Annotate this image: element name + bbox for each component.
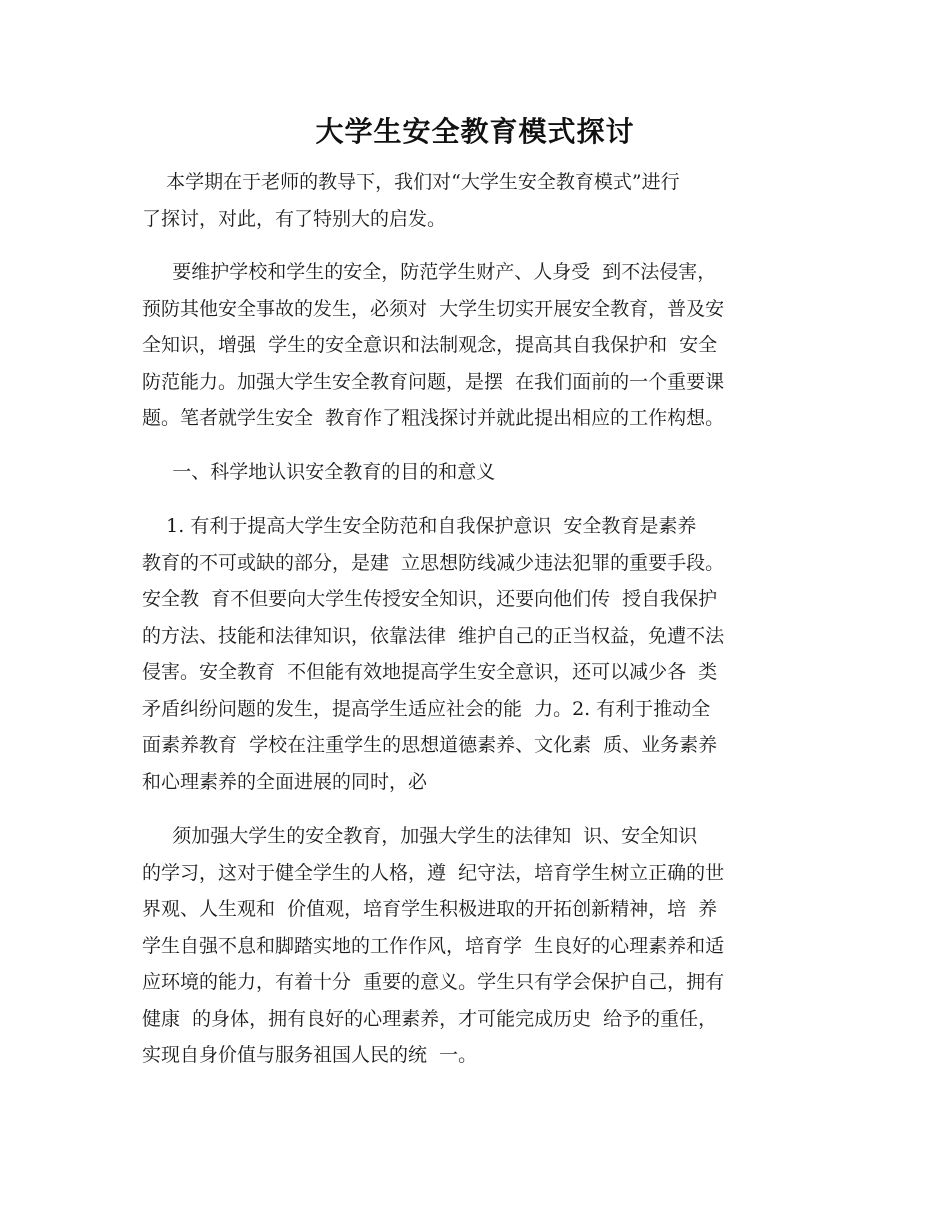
text-line: 面素养教育 学校在注重学生的思想道德素养、文化素 质、业务素养 bbox=[142, 734, 718, 756]
text-line: 1. 有利于提高大学生安全防范和自我保护意识 安全教育是素养 bbox=[142, 515, 697, 537]
text-line: 健康 的身体，拥有良好的心理素养，才可能完成历史 给予的重任， bbox=[142, 1007, 718, 1030]
text-line: 要维护学校和学生的安全，防范学生财产、人身受 到不法侵害， bbox=[142, 261, 717, 283]
text-line: 一、科学地认识安全教育的目的和意义 bbox=[142, 461, 496, 483]
text-line: 矛盾纠纷问题的发生，提高学生适应社会的能 力。2. 有利于推动全 bbox=[142, 697, 711, 720]
text-line: 学生自强不息和脚踏实地的工作作风，培育学 生良好的心理素养和适 bbox=[142, 934, 725, 957]
paragraph-intro bbox=[142, 164, 810, 237]
text-line: 应环境的能力，有着十分 重要的意义。学生只有学会保护自己，拥有 bbox=[142, 971, 725, 993]
text-line: 实现自身价值与服务祖国人民的统 一。 bbox=[142, 1044, 478, 1066]
text-line: 须加强大学生的安全教育，加强大学生的法律知 识、安全知识 bbox=[142, 825, 698, 847]
text-line: 教育的不可或缺的部分，是建 立思想防线减少违法犯罪的重要手段。 bbox=[142, 551, 725, 574]
page-title: 大学生安全教育模式探讨 bbox=[315, 115, 635, 148]
text-line: 全知识，增强 学生的安全意识和法制观念，提高其自我保护和 安全 bbox=[142, 334, 718, 356]
text-line: 题。笔者就学生安全 教育作了粗浅探讨并就此提出相应的工作构想。 bbox=[142, 407, 725, 429]
text-line: 的学习，这对于健全学生的人格，遵 纪守法，培育学生树立正确的世 bbox=[142, 861, 725, 884]
text-line: 预防其他安全事故的发生，必须对 大学生切实开展安全教育，普及安 bbox=[142, 297, 725, 320]
text-line: 安全教 育不但要向大学生传授安全知识，还要向他们传 授自我保护 bbox=[142, 588, 718, 610]
text-line: 和心理素养的全面进展的同时，必 bbox=[142, 770, 428, 793]
paragraph-section-1-continued bbox=[142, 818, 810, 1074]
section-heading bbox=[142, 454, 810, 491]
paragraph-section-1 bbox=[142, 508, 810, 800]
text-line: 了探讨，对此，有了特别大的启发。 bbox=[142, 207, 447, 230]
text-line: 本学期在于老师的教导下，我们对“大学生安全教育模式”进行 bbox=[142, 171, 680, 193]
text-line: 侵害。安全教育 不但能有效地提高学生安全意识，还可以减少各 类 bbox=[142, 661, 718, 683]
text-line: 的方法、技能和法律知识，依靠法律 维护自己的正当权益，免遭不法 bbox=[142, 624, 725, 647]
paragraph-overview bbox=[142, 254, 810, 437]
text-line: 界观、人生观和 价值观，培育学生积极进取的开拓创新精神，培 养 bbox=[142, 898, 718, 920]
text-line: 防范能力。加强大学生安全教育问题，是摆 在我们面前的一个重要课 bbox=[142, 370, 725, 393]
